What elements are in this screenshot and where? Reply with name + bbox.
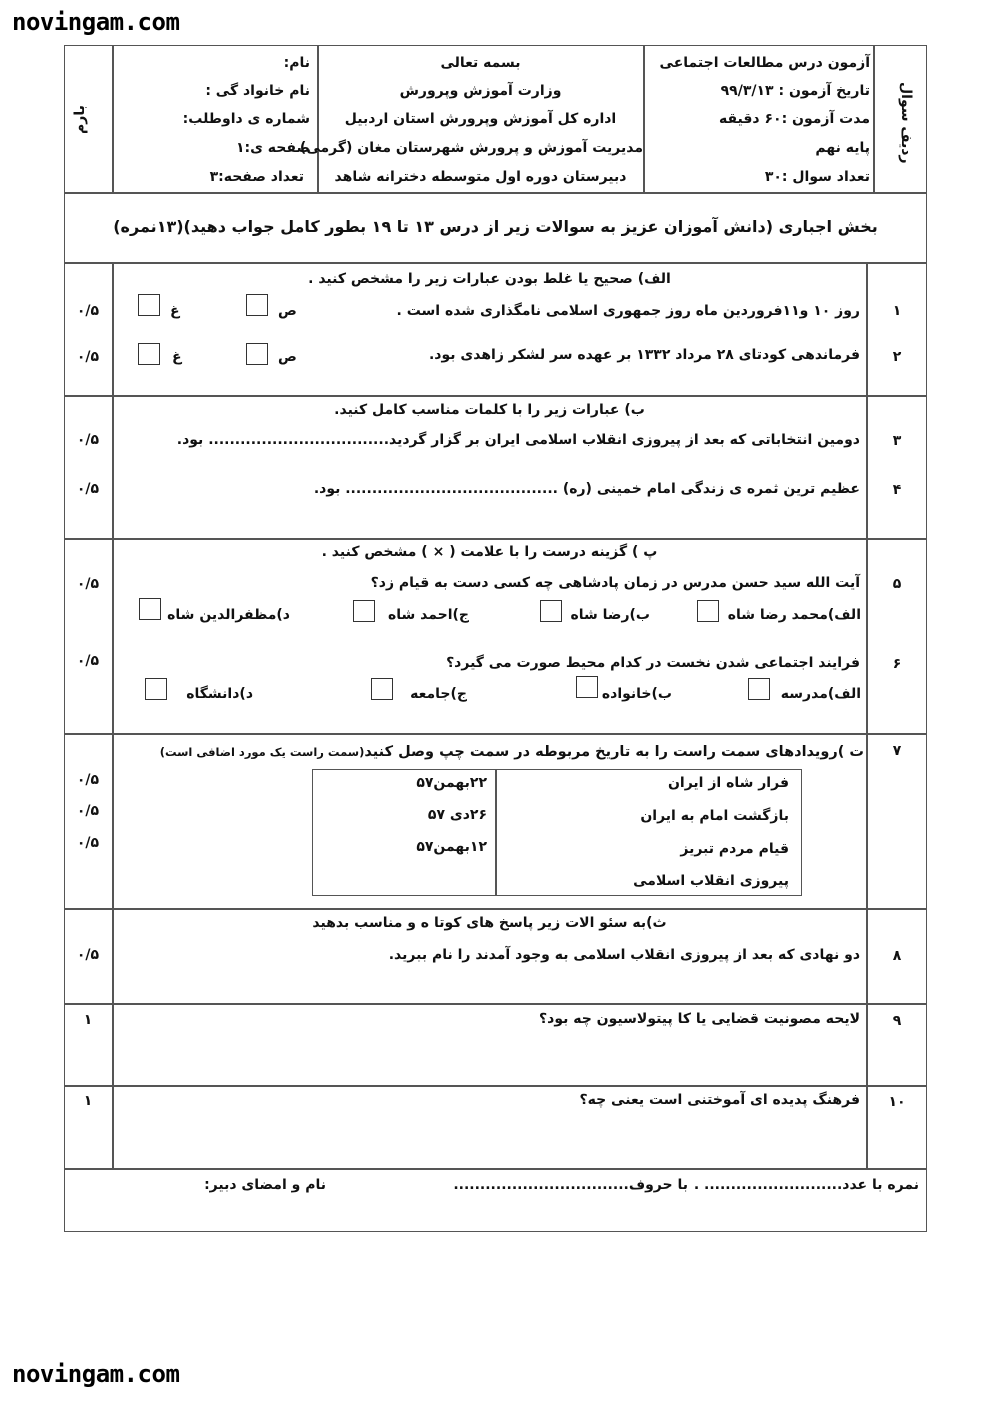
option-a-checkbox[interactable]: [748, 678, 770, 700]
true-checkbox[interactable]: [246, 343, 268, 365]
date-item: ۱۲بهمن۵۷: [416, 839, 487, 855]
section-title-main: ت )رویدادهای سمت راست را به تاریخ مربوطه در سمت چپ وصل کنید: [364, 744, 864, 760]
option-c: ج)جامعه: [410, 686, 467, 702]
score-column-label: بارم: [72, 105, 88, 135]
watermark-bottom: novingam.com: [12, 1360, 180, 1388]
option-d-checkbox[interactable]: [139, 598, 161, 620]
basmala: بسمه تعالی: [440, 55, 521, 71]
event-item: بازگشت امام به ایران: [640, 808, 789, 824]
event-item: قیام مردم تبریز: [680, 841, 789, 857]
question-number: ۴: [892, 482, 902, 498]
divider: [64, 733, 927, 735]
page-count-label: تعداد صفحه:۳: [209, 169, 304, 185]
question-number: ۱۰: [888, 1094, 906, 1110]
divider: [64, 395, 927, 397]
section-title: [160, 743, 864, 761]
question-number: ۹: [892, 1013, 902, 1029]
item-score: ۰/۵: [76, 803, 100, 819]
question-text: فرایند اجتماعی شدن نخست در کدام محیط صورت می گیرد؟: [446, 655, 860, 671]
question-text: دومین انتخاباتی که بعد از پیروزی انقلاب اسلامی ایران بر گزار گردید.................................. بود.: [176, 432, 860, 448]
page-number-label: صفحه ی:۱: [235, 140, 310, 156]
option-b-checkbox[interactable]: [540, 600, 562, 622]
question-number: ۳: [892, 433, 902, 449]
divider: [64, 1085, 927, 1087]
date-item: ۲۲بهمن۵۷: [416, 775, 487, 791]
divider: [64, 538, 927, 540]
question-text: روز ۱۰ و۱۱فروردین ماه روز جمهوری اسلامی نامگذاری شده است .: [396, 303, 860, 319]
question-score: ۱: [83, 1093, 93, 1109]
student-name-label: نام:: [283, 55, 310, 71]
divider: [64, 908, 927, 910]
option-d: د)مظفرالدین شاه: [167, 607, 290, 623]
question-score: ۰/۵: [76, 947, 100, 963]
question-number: ۸: [892, 948, 902, 964]
false-checkbox[interactable]: [138, 343, 160, 365]
section-title: ب) عبارات زیر را با کلمات مناسب کامل کنید.: [334, 402, 645, 418]
section-title: الف) صحیح یا غلط بودن عبارات زیر را مشخص کنید .: [308, 271, 671, 287]
divider: [64, 1168, 927, 1170]
question-text: عظیم ترین ثمره ی زندگی امام خمینی (ره) ........................................ بود.: [313, 481, 860, 497]
question-text: دو نهادی که بعد از پیروزی انقلاب اسلامی به وجود آمدند را نام ببرید.: [388, 947, 860, 963]
question-count: تعداد سوال :۳۰: [764, 169, 870, 185]
question-number: ۶: [892, 656, 902, 672]
option-c-checkbox[interactable]: [371, 678, 393, 700]
question-number: ۵: [892, 576, 902, 592]
mandatory-section-instruction: بخش اجباری (دانش آموزان عزیز به سوالات زیر از درس ۱۳ تا ۱۹ بطور کامل جواب دهید)(۱۳نمره): [113, 217, 878, 236]
question-score: ۱: [83, 1012, 93, 1028]
question-number: ۲: [892, 349, 902, 365]
teacher-signature-label: نام و امضای دبیر:: [204, 1177, 326, 1193]
exam-date: تاریخ آزمون : ۹۹/۳/۱۳: [720, 83, 870, 99]
event-item: فرار شاه از ایران: [667, 775, 789, 791]
option-c-checkbox[interactable]: [353, 600, 375, 622]
false-label: غ: [170, 303, 180, 319]
exam-subject: آزمون درس مطالعات اجتماعی: [659, 55, 870, 71]
option-d: د)دانشگاه: [186, 686, 253, 702]
divider: [112, 262, 114, 1168]
item-score: ۰/۵: [76, 772, 100, 788]
grade-letters-field[interactable]: با حروف.................................: [453, 1177, 688, 1193]
date-item: ۲۶دی ۵۷: [427, 807, 487, 823]
question-text: لایحه مصونیت قضایی یا کا پیتولاسیون چه بود؟: [539, 1011, 860, 1027]
exam-duration: مدت آزمون :۶۰ دقیقه: [718, 111, 870, 127]
section-title: پ ) گزینه درست را با علامت ( × ) مشخص کنید .: [321, 544, 658, 560]
row-column-label: ردیف سوال: [898, 81, 914, 164]
divider: [873, 45, 875, 192]
divider: [112, 45, 114, 192]
question-number: ۱: [892, 303, 902, 319]
grade-level: پایه نهم: [815, 140, 870, 156]
event-item: پیروزی انقلاب اسلامی: [633, 873, 789, 889]
ministry: وزارت آموزش وپرورش: [399, 83, 562, 99]
question-score: ۰/۵: [76, 303, 100, 319]
question-score: ۰/۵: [76, 653, 100, 669]
option-b: ب)خانواده: [601, 686, 672, 702]
section-title-note: (سمت راست یک مورد اضافی است): [159, 745, 365, 759]
county-office: مدیریت آموزش و پرورش شهرستان مغان (گرمی): [299, 140, 643, 156]
question-score: ۰/۵: [76, 576, 100, 592]
watermark-top: novingam.com: [12, 8, 180, 36]
true-label: ص: [278, 303, 297, 319]
option-a: الف)مدرسه: [780, 686, 861, 702]
divider: [64, 192, 927, 194]
divider: [495, 769, 497, 896]
student-family-label: نام خانواد گی :: [205, 83, 310, 99]
question-score: ۰/۵: [76, 432, 100, 448]
true-label: ص: [278, 349, 297, 365]
candidate-number-label: شماره ی داوطلب:: [182, 111, 310, 127]
question-text: آیت الله سید حسن مدرس در زمان پادشاهی چه کسی دست به قیام زد؟: [370, 575, 860, 591]
divider: [64, 1003, 927, 1005]
question-text: فرهنگ پدیده ای آموختنی است یعنی چه؟: [579, 1092, 860, 1108]
option-b: ب)رضا شاه: [570, 607, 650, 623]
false-label: غ: [172, 349, 182, 365]
option-d-checkbox[interactable]: [145, 678, 167, 700]
school-name: دبیرستان دوره اول متوسطه دخترانه شاهد: [334, 169, 627, 185]
section-title: ث)به سئو الات زیر پاسخ های کوتا ه و مناسب بدهید: [312, 915, 667, 931]
question-score: ۰/۵: [76, 349, 100, 365]
true-checkbox[interactable]: [246, 294, 268, 316]
grade-number-field[interactable]: نمره با عدد.......................... .: [693, 1177, 919, 1193]
option-a: الف)محمد رضا شاه: [727, 607, 861, 623]
item-score: ۰/۵: [76, 835, 100, 851]
provincial-office: اداره کل آموزش وپرورش استان اردبیل: [344, 111, 617, 127]
divider: [866, 262, 868, 1168]
divider: [64, 262, 927, 264]
option-a-checkbox[interactable]: [697, 600, 719, 622]
question-number: ۷: [892, 743, 902, 759]
divider: [643, 45, 645, 192]
question-text: فرماندهی کودتای ۲۸ مرداد ۱۳۳۲ بر عهده سر لشکر زاهدی بود.: [428, 347, 860, 363]
false-checkbox[interactable]: [138, 294, 160, 316]
question-score: ۰/۵: [76, 481, 100, 497]
option-c: ج)احمد شاه: [387, 607, 469, 623]
option-b-checkbox[interactable]: [576, 676, 598, 698]
